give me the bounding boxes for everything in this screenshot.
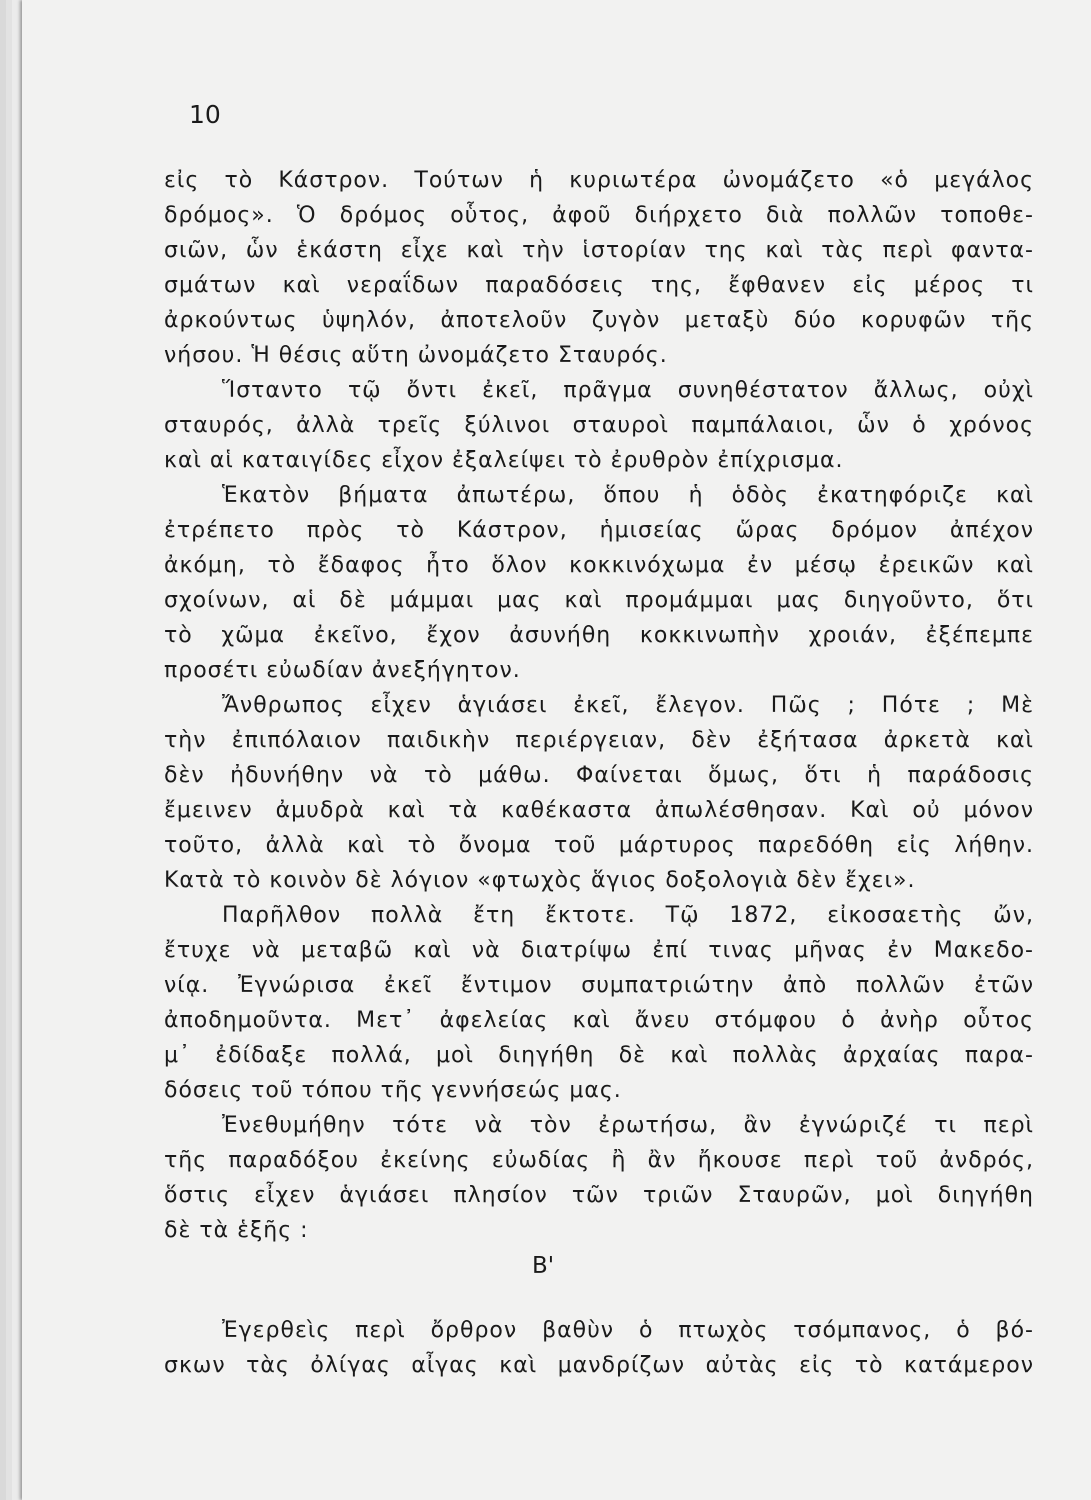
text-line: σμάτων καὶ νεραΐδων παραδόσεις της, ἔφθανεν εἰς μέρος τι	[164, 273, 1034, 298]
text-line: σταυρός, ἀλλὰ τρεῖς ξύλινοι σταυροὶ παμπάλαιοι, ὧν ὁ χρόνος	[164, 413, 1034, 438]
section-heading: Β'	[532, 1253, 555, 1279]
text-line: Ἐνεθυμήθην τότε νὰ τὸν ἐρωτήσω, ἂν ἐγνώριζέ τι περὶ	[222, 1113, 1034, 1138]
page-number: 10	[189, 100, 221, 129]
body-text-block	[164, 1313, 1034, 1383]
text-line: τὴν ἐπιπόλαιον παιδικὴν περιέργειαν, δὲν ἐξήτασα ἀρκετὰ καὶ	[164, 728, 1034, 753]
text-line: τὸ χῶμα ἐκεῖνο, ἔχον ἀσυνήθη κοκκινωπὴν χροιάν, ἐξέπεμπε	[164, 623, 1034, 648]
text-line: σχοίνων, αἱ δὲ μάμμαι μας καὶ προμάμμαι μας διηγοῦντο, ὅτι	[164, 588, 1034, 613]
body-text-block	[164, 163, 1034, 1248]
text-line: Ἄνθρωπος εἶχεν ἁγιάσει ἐκεῖ, ἔλεγον. Πῶς ; Πότε ; Μὲ	[222, 693, 1034, 718]
text-line: τοῦτο, ἀλλὰ καὶ τὸ ὄνομα τοῦ μάρτυρος παρεδόθη εἰς λήθην.	[164, 833, 1034, 858]
text-line: δὲν ἠδυνήθην νὰ τὸ μάθω. Φαίνεται ὅμως, ὅτι ἡ παράδοσις	[164, 763, 1034, 788]
text-line: δρόμος». Ὁ δρόμος οὗτος, ἀφοῦ διήρχετο διὰ πολλῶν τοποθε-	[164, 203, 1034, 228]
text-line: ἀκόμη, τὸ ἔδαφος ἦτο ὅλον κοκκινόχωμα ἐν μέσῳ ἐρεικῶν καὶ	[164, 553, 1034, 578]
text-line: ἀποδημοῦντα. Μετ᾽ ἀφελείας καὶ ἄνευ στόμφου ὁ ἀνὴρ οὗτος	[164, 1008, 1034, 1033]
text-line: τῆς παραδόξου ἐκείνης εὐωδίας ἢ ἂν ἤκουσε περὶ τοῦ ἀνδρός,	[164, 1148, 1034, 1173]
text-line: Κατὰ τὸ κοινὸν δὲ λόγιον «φτωχὸς ἅγιος δοξολογιὰ δὲν ἔχει».	[164, 868, 916, 893]
text-line: ἔμεινεν ἀμυδρὰ καὶ τὰ καθέκαστα ἀπωλέσθησαν. Καὶ οὐ μόνον	[164, 798, 1034, 823]
text-line: δόσεις τοῦ τόπου τῆς γεννήσεώς μας.	[164, 1078, 622, 1103]
text-line: νήσου. Ἡ θέσις αὕτη ὠνομάζετο Σταυρός.	[164, 343, 668, 368]
text-line: ἐτρέπετο πρὸς τὸ Κάστρον, ἡμισείας ὥρας δρόμον ἀπέχον	[164, 518, 1034, 543]
text-line: Παρῆλθον πολλὰ ἔτη ἔκτοτε. Τῷ 1872, εἰκοσαετὴς ὤν,	[222, 903, 1034, 928]
text-line: προσέτι εὐωδίαν ἀνεξήγητον.	[164, 658, 521, 683]
text-line: δὲ τὰ ἑξῆς :	[164, 1218, 309, 1243]
text-line: Ἐγερθεὶς περὶ ὄρθρον βαθὺν ὁ πτωχὸς τσόμπανος, ὁ βό-	[222, 1318, 1034, 1343]
text-line: σιῶν, ὧν ἑκάστη εἶχε καὶ τὴν ἱστορίαν της καὶ τὰς περὶ φαντα-	[164, 238, 1034, 263]
text-line: νίᾳ. Ἐγνώρισα ἐκεῖ ἔντιμον συμπατριώτην ἀπὸ πολλῶν ἐτῶν	[164, 973, 1034, 998]
book-page	[22, 0, 1091, 1500]
text-line: σκων τὰς ὀλίγας αἶγας καὶ μανδρίζων αὐτὰς εἰς τὸ κατάμερον	[164, 1353, 1034, 1378]
text-line: καὶ αἱ καταιγίδες εἶχον ἐξαλείψει τὸ ἐρυθρὸν ἐπίχρισμα.	[164, 448, 844, 473]
text-line: μ᾽ ἐδίδαξε πολλά, μοὶ διηγήθη δὲ καὶ πολλὰς ἀρχαίας παρα-	[164, 1043, 1034, 1068]
text-line: ἔτυχε νὰ μεταβῶ καὶ νὰ διατρίψω ἐπί τινας μῆνας ἐν Μακεδο-	[164, 938, 1034, 963]
text-line: εἰς τὸ Κάστρον. Τούτων ἡ κυριωτέρα ὠνομάζετο «ὁ μεγάλος	[164, 168, 1034, 193]
text-line: ἀρκούντως ὑψηλόν, ἀποτελοῦν ζυγὸν μεταξὺ δύο κορυφῶν τῆς	[164, 308, 1034, 333]
text-line: ὅστις εἶχεν ἁγιάσει πλησίον τῶν τριῶν Σταυρῶν, μοὶ διηγήθη	[164, 1183, 1034, 1208]
text-line: Ἵσταντο τῷ ὄντι ἐκεῖ, πρᾶγμα συνηθέστατον ἄλλως, οὐχὶ	[222, 378, 1034, 403]
text-line: Ἑκατὸν βήματα ἀπωτέρω, ὅπου ἡ ὁδὸς ἐκατηφόριζε καὶ	[222, 483, 1034, 508]
